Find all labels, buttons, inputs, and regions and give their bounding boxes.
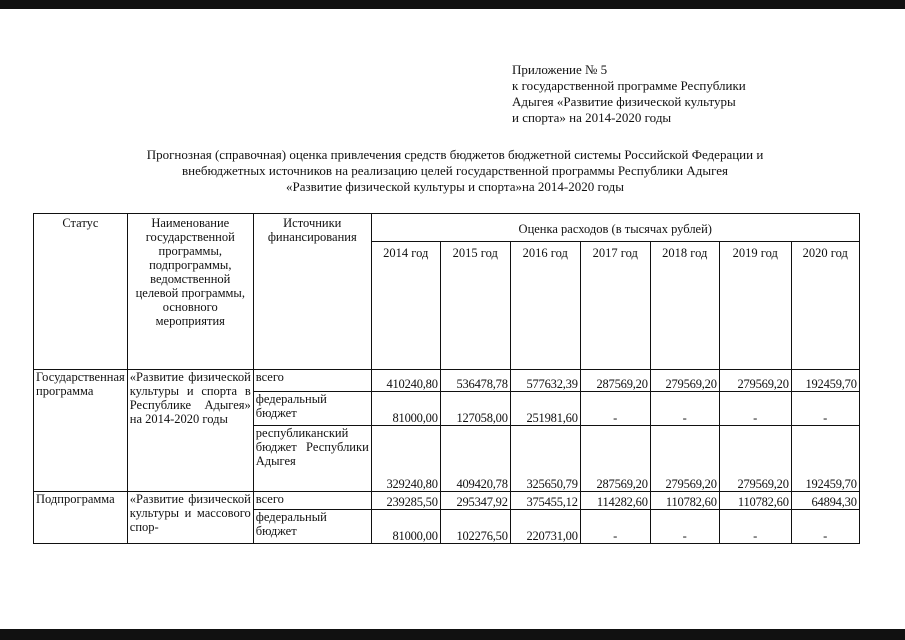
value-cell: 375455,12 bbox=[510, 492, 580, 510]
value-cell: 251981,60 bbox=[510, 392, 580, 426]
value-cell: - bbox=[719, 392, 791, 426]
appendix-line-1: Приложение № 5 bbox=[512, 62, 608, 77]
value-cell: 409420,78 bbox=[440, 426, 510, 492]
source-label: федеральный бюджет bbox=[253, 392, 371, 426]
value-cell: 192459,70 bbox=[791, 370, 859, 392]
value-cell: 279569,20 bbox=[650, 370, 719, 392]
value-cell: 577632,39 bbox=[510, 370, 580, 392]
heading-line-1: Прогнозная (справочная) оценка привлечения средств бюджетов бюджетной системы Российской Федерации и bbox=[146, 147, 764, 162]
value-cell: 295347,92 bbox=[440, 492, 510, 510]
value-cell: 536478,78 bbox=[440, 370, 510, 392]
value-cell: - bbox=[650, 510, 719, 544]
header-name: Наименование государственной программы, подпрограммы, ведомственной целевой программы, основного мероприятия bbox=[127, 214, 253, 370]
bottom-scan-border bbox=[0, 629, 905, 640]
row-status: Государственная программа bbox=[34, 370, 128, 492]
header-year: 2014 год bbox=[371, 242, 440, 370]
document-heading bbox=[50, 147, 860, 195]
header-year: 2020 год bbox=[791, 242, 859, 370]
value-cell: 81000,00 bbox=[371, 510, 440, 544]
header-year: 2017 год bbox=[580, 242, 650, 370]
row-status: Подпрограмма bbox=[34, 492, 128, 544]
value-cell: 192459,70 bbox=[791, 426, 859, 492]
value-cell: 287569,20 bbox=[580, 370, 650, 392]
heading-line-2: внебюджетных источников на реализацию целей государственной программы Республики Адыгея bbox=[182, 163, 728, 178]
value-cell: 81000,00 bbox=[371, 392, 440, 426]
source-label: республиканский бюджет Республики Адыгея bbox=[253, 426, 371, 492]
header-source: Источники финансирования bbox=[253, 214, 371, 370]
value-cell: 325650,79 bbox=[510, 426, 580, 492]
appendix-line-4: и спорта» на 2014-2020 годы bbox=[512, 110, 672, 125]
value-cell: 127058,00 bbox=[440, 392, 510, 426]
value-cell: - bbox=[719, 510, 791, 544]
value-cell: 410240,80 bbox=[371, 370, 440, 392]
value-cell: 64894,30 bbox=[791, 492, 859, 510]
value-cell: 220731,00 bbox=[510, 510, 580, 544]
value-cell: 110782,60 bbox=[719, 492, 791, 510]
value-cell: 329240,80 bbox=[371, 426, 440, 492]
value-cell: 114282,60 bbox=[580, 492, 650, 510]
header-year: 2016 год bbox=[510, 242, 580, 370]
funding-table bbox=[33, 213, 860, 544]
header-status: Статус bbox=[34, 214, 128, 370]
source-label: всего bbox=[253, 492, 371, 510]
appendix-note bbox=[512, 62, 746, 126]
source-label: федеральный бюджет bbox=[253, 510, 371, 544]
value-cell: 287569,20 bbox=[580, 426, 650, 492]
header-year: 2015 год bbox=[440, 242, 510, 370]
header-year: 2018 год bbox=[650, 242, 719, 370]
value-cell: - bbox=[791, 392, 859, 426]
value-cell: 239285,50 bbox=[371, 492, 440, 510]
value-cell: - bbox=[791, 510, 859, 544]
row-name: «Развитие физической культуры и спорта в Республике Адыгея» на 2014-2020 годы bbox=[127, 370, 253, 492]
source-label: всего bbox=[253, 370, 371, 392]
value-cell: - bbox=[580, 510, 650, 544]
row-name: «Развитие физической культуры и массового спор- bbox=[127, 492, 253, 544]
heading-line-3: «Развитие физической культуры и спорта»на 2014-2020 годы bbox=[285, 179, 624, 194]
value-cell: 279569,20 bbox=[719, 426, 791, 492]
header-year: 2019 год bbox=[719, 242, 791, 370]
value-cell: 279569,20 bbox=[719, 370, 791, 392]
value-cell: 110782,60 bbox=[650, 492, 719, 510]
header-estimate: Оценка расходов (в тысячах рублей) bbox=[371, 214, 859, 242]
top-scan-border bbox=[0, 0, 905, 9]
value-cell: 279569,20 bbox=[650, 426, 719, 492]
value-cell: 102276,50 bbox=[440, 510, 510, 544]
appendix-line-2: к государственной программе Республики bbox=[512, 78, 746, 93]
value-cell: - bbox=[580, 392, 650, 426]
appendix-line-3: Адыгея «Развитие физической культуры bbox=[512, 94, 736, 109]
value-cell: - bbox=[650, 392, 719, 426]
